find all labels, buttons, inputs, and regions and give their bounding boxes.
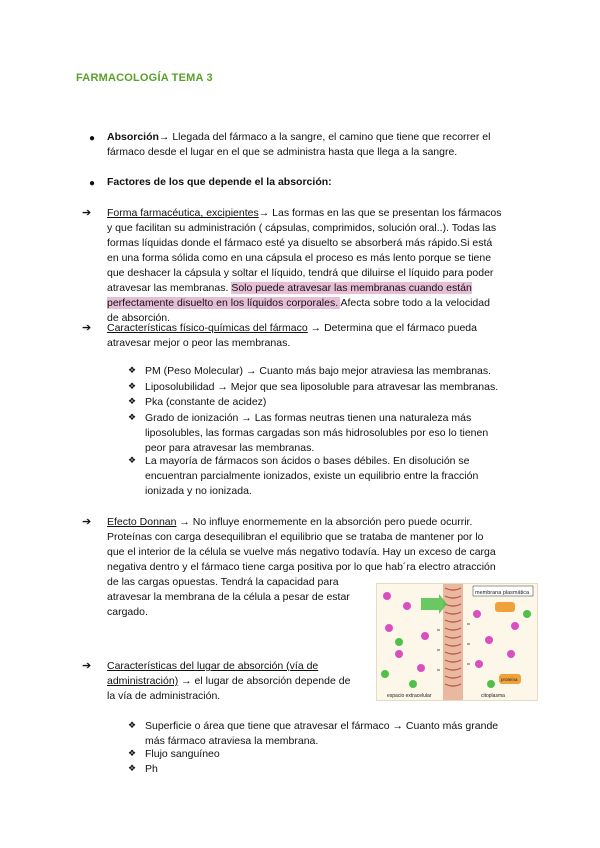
arrow-glyph: → bbox=[158, 131, 170, 143]
diamond-bullet-icon: ❖ bbox=[128, 365, 137, 375]
list-item bbox=[145, 380, 545, 395]
factores-heading: Factores de los que depende el la absorción: bbox=[107, 176, 332, 188]
protein-label: proteína bbox=[501, 677, 518, 682]
diamond-bullet-icon: ❖ bbox=[128, 720, 137, 730]
absorcion-line-1: Llegada del fármaco a la sangre, el camino que tiene que recorrer el bbox=[169, 131, 491, 143]
diamond-bullet-icon: ❖ bbox=[128, 763, 137, 773]
donnan-line: que el interior de la célula se vuelve más negativo todavía. Hay un exceso de carga bbox=[107, 546, 496, 558]
lugar-line: la vía de administración. bbox=[107, 690, 221, 702]
diamond-bullet-icon: ❖ bbox=[128, 412, 137, 422]
diamond-bullet-icon: ❖ bbox=[128, 455, 137, 465]
list-item-line: encuentran parcialmente ionizados, existe un equilibrio entre la fracción bbox=[145, 470, 479, 482]
diamond-bullet-icon: ❖ bbox=[128, 396, 137, 406]
list-item-line: Flujo sanguíneo bbox=[145, 748, 220, 760]
arrow-bullet-icon: ➔ bbox=[82, 207, 92, 219]
list-item bbox=[145, 747, 545, 762]
list-item bbox=[145, 762, 545, 777]
list-item-line: Ph bbox=[145, 763, 158, 775]
cytoplasm-label: citoplasma bbox=[481, 693, 505, 699]
arrow-bullet-icon: ➔ bbox=[82, 322, 92, 334]
donnan-line: atravesar la membrana de la célula a pesar de estar bbox=[107, 591, 350, 603]
forma-line: que deshacer la cápsula y soltar el líquido, tendrá que diluirse el líquido para poder bbox=[107, 267, 494, 279]
list-item-line: Superficie o área que tiene que atravesar el fármaco → Cuanto más grande bbox=[145, 720, 499, 732]
list-item bbox=[145, 719, 555, 749]
donnan-line: Proteínas con carga desequilibran el equilibrio que se trataba de mantener por lo bbox=[107, 531, 484, 543]
lugar-term: Características del lugar de absorción (vía de bbox=[107, 660, 319, 672]
list-item-line: Grado de ionización → Las formas neutras tienen una naturaleza más bbox=[145, 412, 472, 424]
list-item bbox=[145, 364, 545, 379]
lugar-term-cont: administración) bbox=[107, 675, 179, 687]
lugar-paragraph bbox=[107, 659, 375, 704]
bullet-dot-icon: ● bbox=[89, 133, 96, 144]
caracteristicas-line: → Determina que el fármaco pueda bbox=[307, 322, 477, 334]
diamond-bullet-icon: ❖ bbox=[128, 748, 137, 758]
forma-line: de absorción. bbox=[107, 312, 171, 324]
forma-term: Forma farmacéutica, excipientes bbox=[107, 207, 259, 219]
list-item-line: liposolubles, las formas cargadas son más hidrosolubles por eso lo tienen bbox=[145, 427, 489, 439]
arrow-bullet-icon: ➔ bbox=[82, 516, 92, 528]
list-item bbox=[145, 395, 545, 410]
donnan-line: negativa dentro y el fármaco tiene carga positiva por lo que hab´ra electro atracción bbox=[107, 561, 496, 573]
list-item-line: Pka (constante de acidez) bbox=[145, 396, 267, 408]
donnan-line: cargado. bbox=[107, 606, 148, 618]
membrane-label: membrana plasmática bbox=[475, 590, 530, 596]
absorcion-line-2: fármaco desde el lugar en el que se administra hasta que llega a la sangre. bbox=[107, 146, 458, 158]
list-item bbox=[145, 454, 545, 499]
forma-paragraph bbox=[107, 206, 547, 326]
list-item-line: Liposolubilidad → Mejor que sea liposoluble para atravesar las membranas. bbox=[145, 381, 499, 393]
document-title: FARMACOLOGÍA TEMA 3 bbox=[76, 72, 213, 84]
caracteristicas-paragraph bbox=[107, 321, 547, 351]
forma-line: en una forma sólida como en una cápsula el proceso es más lento porque se tiene bbox=[107, 252, 492, 264]
protein-box bbox=[495, 602, 515, 612]
membrane-band bbox=[443, 584, 463, 700]
list-item-line: más fármaco atraviesa la membrana. bbox=[145, 735, 319, 747]
list-item-line: ionizada y no ionizada. bbox=[145, 485, 252, 497]
forma-line: Afecta sobre todo a la velocidad bbox=[340, 297, 490, 309]
highlighted-text: perfectamente disuelto en los líquidos corporales. bbox=[107, 297, 341, 309]
donnan-effect-diagram bbox=[376, 583, 538, 701]
forma-line: formas líquidas donde el fármaco esté ya disuelto se absorberá más rápido.Si está bbox=[107, 237, 493, 249]
donnan-line: de las cargas opuestas. Tendrá la capacidad para bbox=[107, 576, 339, 588]
highlighted-text: Solo puede atravesar las membranas cuando están bbox=[231, 282, 472, 294]
caracteristicas-term: Características físico-químicas del fármaco bbox=[107, 322, 308, 334]
list-item-line: peor para atravesar las membranas. bbox=[145, 442, 315, 454]
absorcion-term: Absorción bbox=[107, 131, 159, 143]
extracellular-label: espacio extracelular bbox=[387, 693, 432, 699]
forma-line: → Las formas en las que se presentan los fármacos bbox=[258, 207, 502, 219]
forma-line: y que facilitan su administración ( cápsulas, comprimidos, solución oral..). Todas las bbox=[107, 222, 497, 234]
diamond-bullet-icon: ❖ bbox=[128, 381, 137, 391]
caracteristicas-line: atravesar mejor o peor las membranas. bbox=[107, 337, 291, 349]
list-item-line: La mayoría de fármacos son ácidos o bases débiles. En disolución se bbox=[145, 455, 470, 467]
membrane-illustration bbox=[377, 584, 537, 700]
lugar-line: → el lugar de absorción depende de bbox=[178, 675, 351, 687]
list-item-line: PM (Peso Molecular) → Cuanto más bajo mejor atraviesa las membranas. bbox=[145, 365, 492, 377]
list-item bbox=[145, 411, 545, 456]
arrow-bullet-icon: ➔ bbox=[82, 660, 92, 672]
donnan-line: → No influye enormemente en la absorción pero puede ocurrir. bbox=[176, 516, 473, 528]
bullet-dot-icon: ● bbox=[89, 178, 96, 189]
donnan-term: Efecto Donnan bbox=[107, 516, 177, 528]
absorcion-paragraph bbox=[107, 130, 527, 160]
forma-line: atravesar las membranas. bbox=[107, 282, 232, 294]
